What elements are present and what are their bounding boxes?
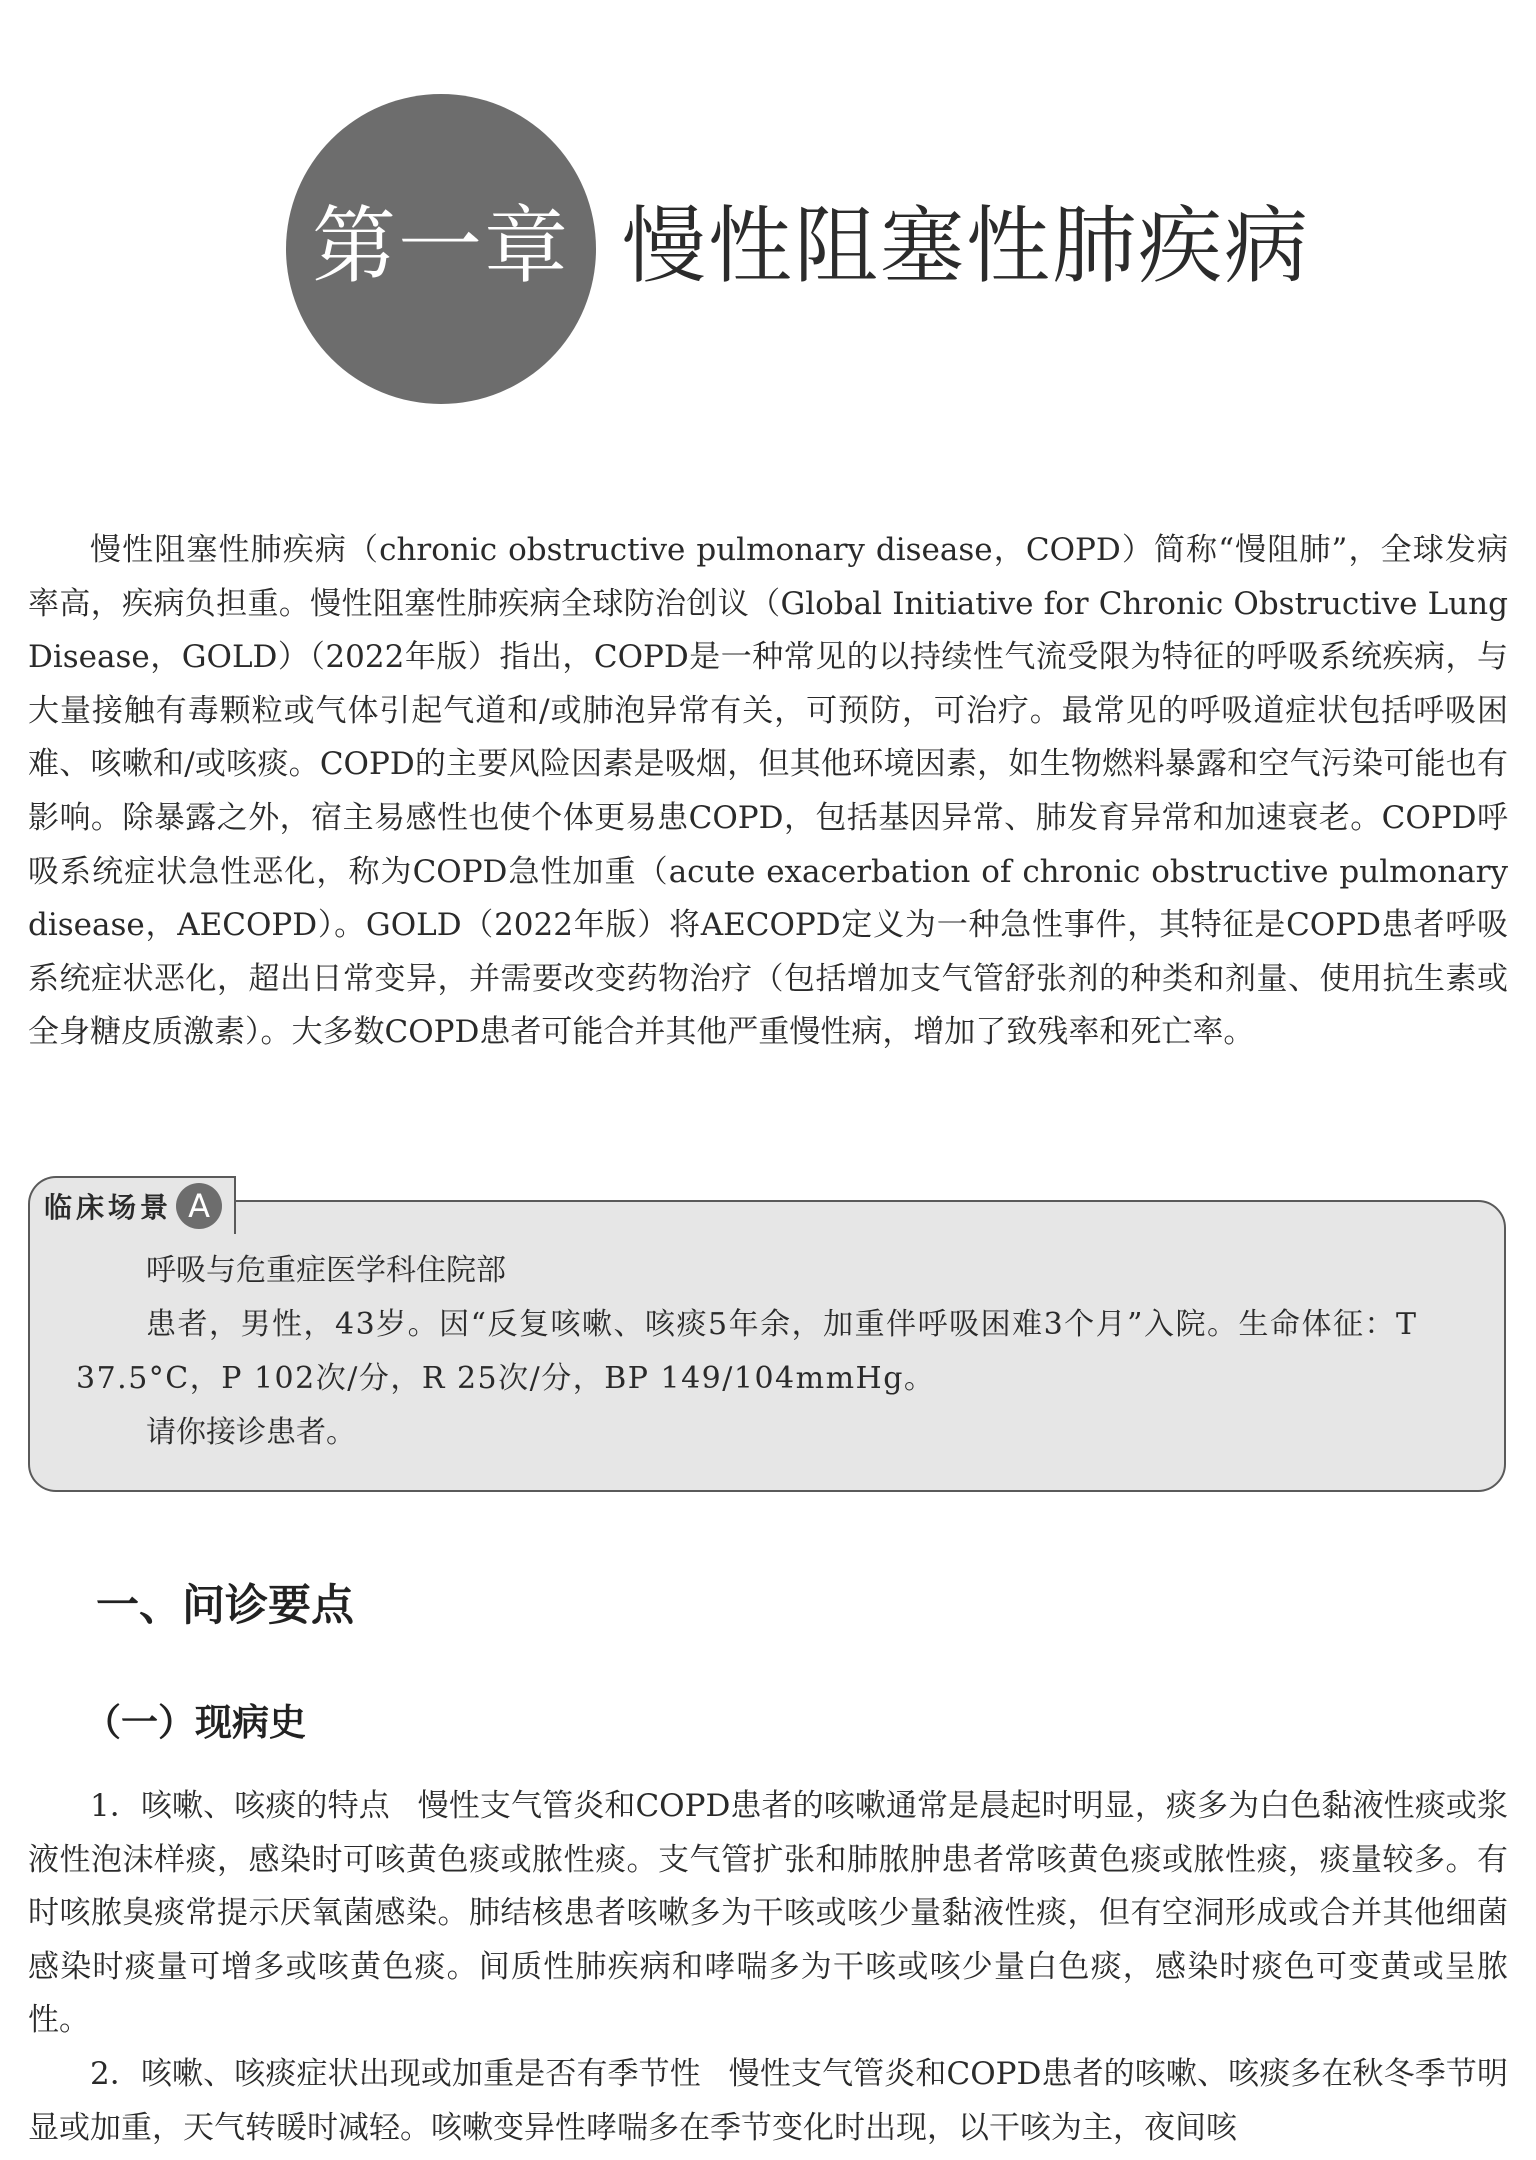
item-lead: 1．咳嗽、咳痰的特点: [90, 1788, 390, 1824]
section-heading: 一、问诊要点: [96, 1581, 354, 1631]
chapter-title: 慢性阻塞性肺疾病: [622, 197, 1311, 295]
scenario-case: 患者，男性，43岁。因“反复咳嗽、咳痰5年余，加重伴呼吸困难3个月”入院。生命体征：T 37.5°C，P 102次/分，R 25次/分，BP 149/104mmHg。: [76, 1307, 1418, 1396]
scenario-task: 请你接诊患者。: [146, 1415, 356, 1450]
intro-paragraph: 慢性阻塞性肺疾病（chronic obstructive pulmonary disease，COPD）简称“慢阻肺”，全球发病率高，疾病负担重。慢性阻塞性肺疾病全球防治创议（Global Initiative for Chronic Obstructive Lung Disease，GOLD）（2022年版）指出，COPD是一种常见的以持续性气流受限为特征的呼吸系统疾病，与大量接触有毒颗粒或气体引起气道和/或肺泡异常有关，可预防，可治疗。最常见的呼吸道症状包括呼吸困难、咳嗽和/或咳痰。COPD的主要风险因素是吸烟，但其他环境因素，如生物燃料暴露和空气污染可能也有影响。除暴露之外，宿主易感性也使个体更易患COPD，包括基因异常、肺发育异常和加速衰老。COPD呼吸系统症状急性恶化，称为COPD急性加重（acute exacerbation of chronic obstructive pulmonary disease，AECOPD）。GOLD（2022年版）将AECOPD定义为一种急性事件，其特征是COPD患者呼吸系统症状恶化，超出日常变异，并需要改变药物治疗（包括增加支气管舒张剂的种类和剂量、使用抗生素或全身糖皮质激素）。大多数COPD患者可能合并其他严重慢性病，增加了致残率和死亡率。: [28, 532, 1508, 1051]
scenario-tab-label: 临床场景: [44, 1191, 173, 1224]
clinical-scenario-tab: [28, 1176, 236, 1234]
list-item: [28, 1780, 1508, 2048]
chapter-header: [0, 0, 1536, 420]
sub-heading: （一）现病史: [84, 1701, 306, 1744]
item-text: 慢性支气管炎和COPD患者的咳嗽、咳痰多在秋冬季节明显或加重，天气转暖时减轻。咳嗽变异性哮喘多在季节变化时出现，以干咳为主，夜间咳: [28, 2056, 1508, 2146]
item-text: 慢性支气管炎和COPD患者的咳嗽通常是晨起时明显，痰多为白色黏液性痰或浆液性泡沫样痰，感染时可咳黄色痰或脓性痰。支气管扩张和肺脓肿患者常咳黄色痰或脓性痰，痰量较多。有时咳脓臭痰常提示厌氧菌感染。肺结核患者咳嗽多为干咳或咳少量黏液性痰，但有空洞形成或合并其他细菌感染时痰量可增多或咳黄色痰。间质性肺疾病和哮喘多为干咳或咳少量白色痰，感染时痰色可变黄或呈脓性。: [28, 1788, 1508, 2039]
scenario-badge: A: [176, 1183, 222, 1229]
scenario-department: 呼吸与危重症医学科住院部: [146, 1253, 506, 1288]
list-item: [28, 2048, 1508, 2155]
item-lead: 2．咳嗽、咳痰症状出现或加重是否有季节性: [90, 2056, 701, 2092]
chapter-number: 第一章: [311, 197, 570, 295]
